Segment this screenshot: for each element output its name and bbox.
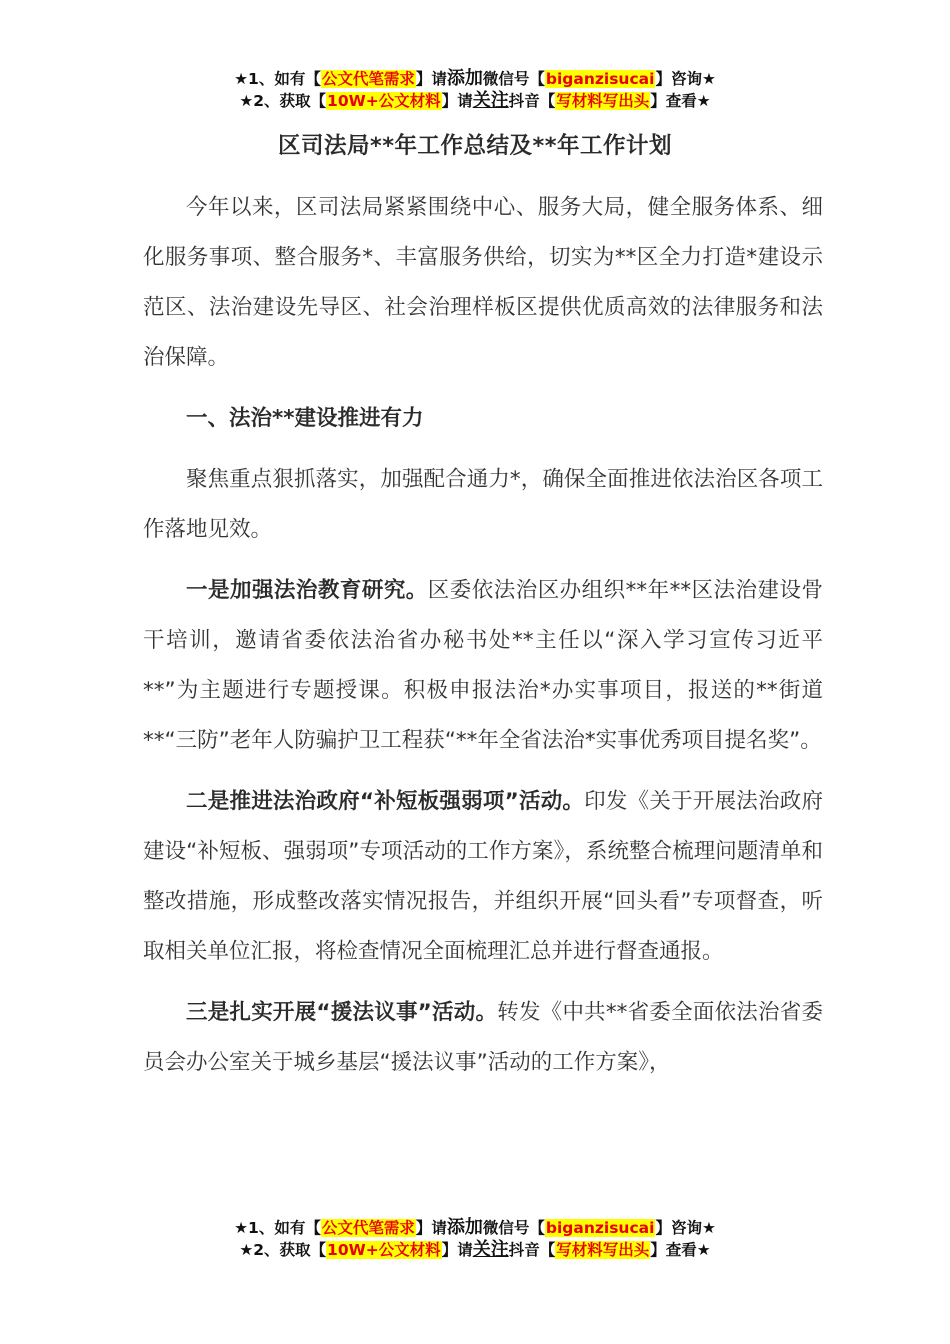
item-text: 区委依法治区办组织**年**区法治建设骨干培训，邀请省委依法治省办秘书处**主任以“深入学习宣传习近平**”为主题进行专题授课。积极申报法治*办实事项目，报送的**街道**“三防”老年人防骗护卫工程获“**年全省法治*实事优秀项目提名奖”。 [143, 578, 823, 753]
banner-text: 抖音【 [508, 1241, 556, 1259]
header-banner [0, 68, 950, 112]
banner-text: 】查看★ [650, 1241, 711, 1259]
footer-banner [0, 1217, 950, 1261]
banner-emphasis: 添加 [446, 68, 483, 89]
banner-highlight: 10W+公文材料 [327, 92, 441, 110]
banner-text: ★2、获取【 [239, 1241, 327, 1259]
item-lead: 二是推进法治政府“补短板强弱项”活动。 [186, 789, 585, 814]
section-heading: 一、法治**建设推进有力 [186, 406, 424, 431]
intro-paragraph: 今年以来，区司法局紧紧围绕中心、服务大局，健全服务体系、细化服务事项、整合服务*、丰富服务供给，切实为**区全力打造*建设示范区、法治建设先导区、社会治理样板区提供优质高效的法律服务和法治保障。 [143, 195, 823, 370]
banner-emphasis: 添加 [446, 1217, 483, 1238]
banner-text: 微信号【 [482, 1219, 545, 1237]
banner-emphasis: 关注 [472, 1239, 509, 1260]
item-text: 转发《中共**省委全面依法治省委员会办公室关于城乡基层“援法议事”活动的工作方案》， [143, 1000, 823, 1075]
item-paragraph-3 [143, 988, 823, 1088]
banner-emphasis: 关注 [472, 90, 509, 111]
banner-text: 抖音【 [508, 92, 556, 110]
item-text: 印发《关于开展法治政府建设“补短板、强弱项”专项活动的工作方案》，系统整合梳理问题清单和整改措施，形成整改落实情况报告，并组织开展“回头看”专项督查，听取相关单位汇报，将检查情况全面梳理汇总并进行督查通报。 [143, 789, 823, 964]
banner-text: 】查看★ [650, 92, 711, 110]
banner-highlight: 公文代笔需求 [321, 1219, 415, 1237]
banner-text: 】咨询★ [655, 70, 716, 88]
banner-text: 微信号【 [482, 70, 545, 88]
banner-text: 】请 [441, 92, 473, 110]
item-paragraph-2 [143, 777, 823, 977]
item-paragraph-1 [143, 566, 823, 766]
section-intro-paragraph: 聚焦重点狠抓落实，加强配合通力*，确保全面推进依法治区各项工作落地见效。 [143, 467, 823, 542]
douyin-id-highlight: 写材料写出头 [556, 1241, 650, 1259]
banner-line-1 [0, 68, 950, 90]
banner-line-2 [0, 90, 950, 112]
wechat-id-highlight: biganzisucai [545, 1219, 655, 1237]
banner-text: ★2、获取【 [239, 92, 327, 110]
document-body [143, 183, 823, 1099]
banner-text: ★1、如有【 [234, 70, 321, 88]
banner-line-2 [0, 1239, 950, 1261]
banner-text: 】请 [415, 1219, 447, 1237]
banner-line-1 [0, 1217, 950, 1239]
document-title: 区司法局**年工作总结及**年工作计划 [277, 133, 673, 159]
banner-text: 】咨询★ [655, 1219, 716, 1237]
banner-text: 】请 [415, 70, 447, 88]
wechat-id-highlight: biganzisucai [545, 70, 655, 88]
item-lead: 三是扎实开展“援法议事”活动。 [186, 1000, 498, 1025]
banner-highlight: 公文代笔需求 [321, 70, 415, 88]
item-lead: 一是加强法治教育研究。 [186, 578, 428, 603]
banner-highlight: 10W+公文材料 [327, 1241, 441, 1259]
banner-text: ★1、如有【 [234, 1219, 321, 1237]
banner-text: 】请 [441, 1241, 473, 1259]
douyin-id-highlight: 写材料写出头 [556, 92, 650, 110]
